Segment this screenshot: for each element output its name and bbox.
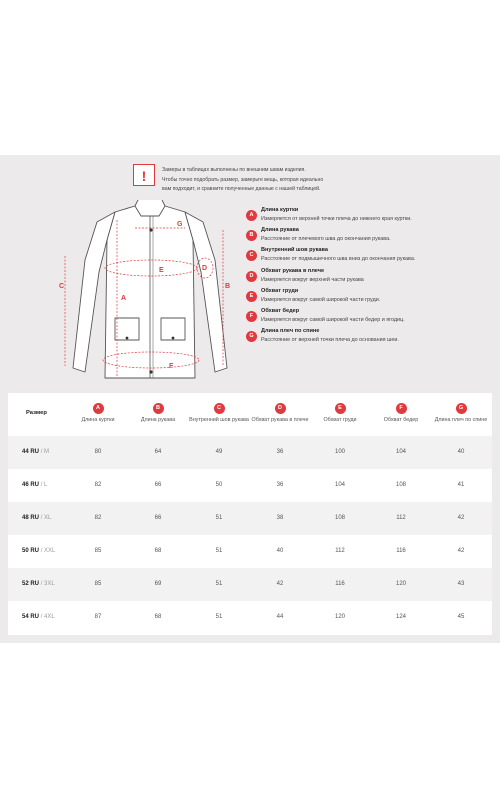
row-size [22, 482, 47, 488]
column-label: Длина рукава [140, 417, 176, 423]
notice-line: Чтобы точно подобрать размер, замерьте вещь, которая идеально [162, 176, 324, 183]
notice-line: Замеры в таблицах выполнены по внешним швам изделия. [162, 167, 306, 173]
diagram-label-c: C [59, 283, 65, 290]
column-label: Обхват рукава в плече [251, 417, 309, 423]
row-size [22, 614, 55, 620]
diagram-label-a: A [121, 295, 127, 302]
table-cell: 82 [94, 482, 102, 488]
legend-badge: C [246, 250, 257, 261]
size-intl: / M [40, 449, 50, 455]
diagram-label-g: G [177, 221, 183, 228]
size-table [8, 393, 492, 635]
legend-item [243, 206, 483, 223]
column-badge: B [153, 403, 164, 414]
size-column-header: Размер [26, 410, 47, 416]
table-cell: 85 [94, 581, 102, 587]
column-header-d [250, 403, 310, 424]
table-cell: 51 [215, 614, 223, 620]
table-cell: 64 [154, 449, 162, 455]
measurement-notice [162, 166, 402, 195]
legend-badge: D [246, 271, 257, 282]
table-cell: 36 [276, 482, 284, 488]
column-badge: D [275, 403, 286, 414]
legend-item [243, 226, 483, 243]
size-ru: 50 RU [22, 548, 40, 554]
column-header-f [371, 403, 431, 424]
legend-item [243, 327, 483, 344]
legend-title: Длина плеч по спине [261, 328, 320, 335]
column-badge: F [396, 403, 407, 414]
table-cell: 120 [395, 581, 406, 587]
legend-badge: E [246, 291, 257, 302]
size-ru: 52 RU [22, 581, 40, 587]
column-header-a [68, 403, 128, 424]
column-label: Длина плеч по спине [434, 417, 488, 423]
table-row [8, 436, 492, 469]
legend-item [243, 246, 483, 263]
table-cell: 44 [276, 614, 284, 620]
table-cell: 68 [154, 548, 162, 554]
column-label: Длина куртки [81, 417, 115, 423]
table-cell: 112 [396, 515, 406, 521]
legend-desc: Измеряется вокруг верхней части рукава [261, 276, 364, 283]
table-cell: 104 [334, 482, 345, 488]
table-cell: 49 [215, 449, 223, 455]
size-ru: 46 RU [22, 482, 40, 488]
legend-title: Длина куртки [261, 207, 299, 213]
legend-desc: Измеряется вокруг самой широкой части бедер и ягодиц. [261, 317, 405, 324]
legend-badge: B [246, 230, 257, 241]
size-ru: 54 RU [22, 614, 40, 620]
table-cell: 50 [215, 482, 223, 488]
table-cell: 42 [457, 515, 465, 521]
table-cell: 40 [457, 449, 465, 455]
notice-line: вам подходит, и сравните полученные данные с нашей таблицей. [162, 186, 321, 192]
row-size [22, 581, 55, 587]
row-size [22, 515, 51, 521]
table-row [8, 502, 492, 535]
legend-badge: A [246, 210, 257, 221]
row-size [22, 548, 55, 554]
jacket-diagram [55, 200, 245, 390]
column-label: Обхват бедер [383, 417, 419, 423]
table-cell: 87 [94, 614, 102, 620]
column-badge: G [456, 403, 467, 414]
column-header-g [431, 403, 491, 424]
measurement-legend [243, 206, 483, 347]
table-cell: 43 [457, 581, 465, 587]
size-intl: / 3XL [40, 581, 55, 587]
table-cell: 85 [94, 548, 102, 554]
legend-badge: G [246, 331, 257, 342]
column-header-b [128, 403, 188, 424]
table-cell: 66 [154, 482, 162, 488]
column-label: Обхват груди [323, 417, 357, 423]
table-cell: 108 [334, 515, 345, 521]
diagram-label-d: D [202, 265, 208, 272]
legend-desc: Расстояние от верхней точки плеча до основания шеи. [261, 337, 399, 344]
diagram-label-f: F [169, 363, 174, 370]
legend-title: Обхват бедер [261, 308, 300, 315]
diagram-label-e: E [159, 267, 164, 274]
table-cell: 112 [335, 548, 345, 554]
column-badge: C [214, 403, 225, 414]
legend-item [243, 267, 483, 284]
row-size [22, 449, 49, 455]
legend-title: Внутренний шов рукава [261, 247, 328, 254]
table-cell: 40 [276, 548, 284, 554]
legend-desc: Измеряется вокруг самой широкой части груди. [261, 296, 381, 303]
table-cell: 116 [396, 548, 406, 554]
table-cell: 124 [395, 614, 406, 620]
table-cell: 69 [154, 581, 162, 587]
legend-item [243, 307, 483, 324]
table-cell: 41 [457, 482, 465, 488]
legend-title: Обхват рукава в плече [261, 267, 325, 274]
size-ru: 48 RU [22, 515, 40, 521]
table-cell: 82 [94, 515, 102, 521]
table-row [8, 535, 492, 568]
legend-item [243, 287, 483, 304]
table-cell: 66 [154, 515, 162, 521]
table-row [8, 469, 492, 502]
size-intl: / L [40, 482, 48, 488]
legend-desc: Измеряется от верхней точки плеча до нижнего края куртки. [261, 216, 412, 222]
table-cell: 42 [457, 548, 465, 554]
legend-desc: Расстояние от подмышечного шва вниз до окончания рукава. [261, 256, 416, 263]
size-ru: 44 RU [22, 449, 40, 455]
table-row [8, 568, 492, 601]
column-label: Внутренний шов рукава [189, 417, 249, 423]
table-row [8, 601, 492, 634]
table-cell: 51 [215, 548, 223, 554]
column-header-e [310, 403, 370, 424]
table-cell: 36 [276, 449, 284, 455]
size-intl: / XXL [40, 548, 56, 554]
size-intl: / XL [40, 515, 52, 521]
column-header-c [189, 403, 249, 424]
table-cell: 120 [334, 614, 345, 620]
table-cell: 108 [395, 482, 406, 488]
table-cell: 51 [215, 581, 223, 587]
column-badge: E [335, 403, 346, 414]
table-cell: 104 [395, 449, 406, 455]
legend-title: Длина рукава [261, 227, 299, 234]
table-cell: 42 [276, 581, 284, 587]
table-cell: 100 [334, 449, 345, 455]
table-cell: 51 [215, 515, 223, 521]
exclamation-icon: ! [133, 164, 155, 186]
legend-title: Обхват груди [261, 287, 299, 294]
table-cell: 116 [335, 581, 345, 587]
size-intl: / 4XL [40, 614, 55, 620]
legend-badge: F [246, 311, 257, 322]
table-cell: 38 [276, 515, 284, 521]
table-cell: 45 [457, 614, 465, 620]
table-cell: 68 [154, 614, 162, 620]
column-badge: A [93, 403, 104, 414]
table-cell: 80 [94, 449, 102, 455]
legend-desc: Расстояние от плечевого шва до окончания рукава. [261, 236, 391, 243]
diagram-label-b: B [225, 283, 231, 290]
